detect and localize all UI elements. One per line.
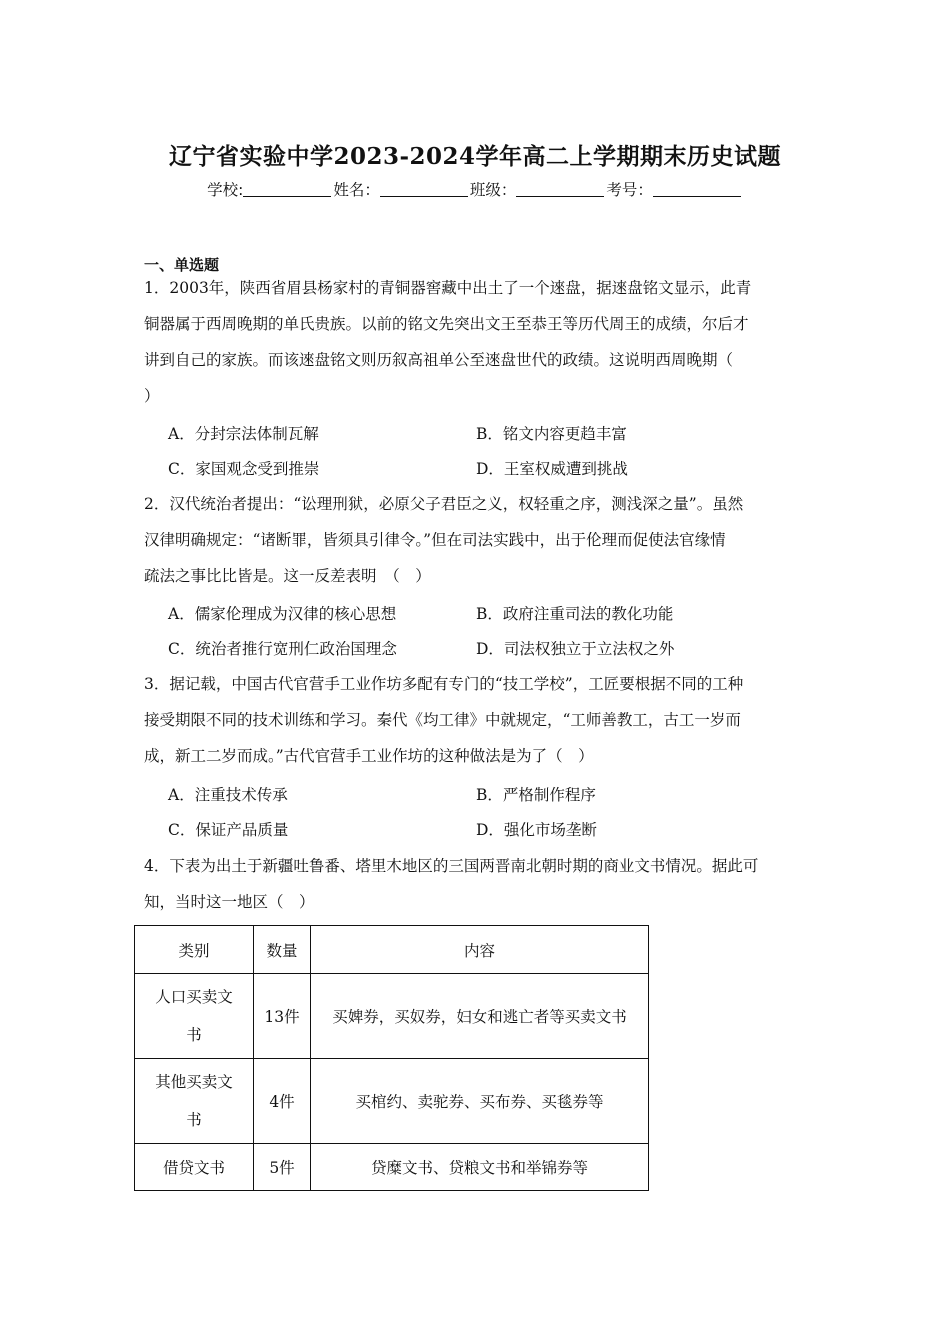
table-row [135, 1144, 649, 1191]
table-cell-category [135, 974, 254, 1059]
commerce-documents-table [134, 925, 649, 1191]
q2-option-d[interactable]: D．司法权独立于立法权之外 [476, 640, 675, 658]
q1-option-c[interactable]: C．家国观念受到推崇 [168, 460, 320, 478]
table-header: 类别 [135, 926, 254, 974]
question-line: 铜器属于西周晚期的单氏贵族。以前的铭文先突出文王至恭王等历代周王的成绩，尔后才 [144, 315, 749, 333]
question-line: 汉律明确规定：“诸断罪，皆须具引律令。”但在司法实践中，出于伦理而促使法官缘情 [144, 531, 726, 549]
q2-option-b[interactable]: B．政府注重司法的教化功能 [476, 605, 674, 623]
q3-option-d[interactable]: D．强化市场垄断 [476, 821, 597, 839]
page-title: 辽宁省实验中学2023-2024学年高二上学期期末历史试题 [168, 143, 782, 170]
q1-option-a[interactable]: A．分封宗法体制瓦解 [168, 425, 319, 443]
q2-option-a[interactable]: A．儒家伦理成为汉律的核心思想 [168, 605, 397, 623]
question-1 [144, 270, 810, 414]
question-line: 讲到自己的家族。而该逨盘铭文则历叙高祖单公至逨盘世代的政绩。这说明西周晚期（ [144, 351, 734, 369]
table-row [135, 974, 649, 1059]
q3-option-c[interactable]: C．保证产品质量 [168, 821, 289, 839]
school-blank[interactable] [243, 182, 331, 197]
exam-no-blank[interactable] [653, 182, 741, 197]
q3-option-b[interactable]: B．严格制作程序 [476, 786, 596, 804]
section-heading: 一、单选题 [144, 256, 220, 274]
question-line: 接受期限不同的技术训练和学习。秦代《均工律》中就规定，“工师善教工，古工一岁而 [144, 711, 741, 729]
table-row [135, 1059, 649, 1144]
class-label: 班级： [469, 181, 517, 199]
question-line: 知，当时这一地区（ ） [144, 893, 315, 911]
q3-option-a[interactable]: A．注重技术传承 [168, 786, 288, 804]
table-cell-content: 买棺约、卖驼券、买布券、买毯券等 [311, 1059, 649, 1144]
question-line: 3．据记载，中国古代官营手工业作坊多配有专门的“技工学校”，工匠要根据不同的工种 [144, 675, 744, 693]
question-4 [144, 848, 810, 920]
question-2 [144, 486, 810, 594]
question-line: ） [144, 387, 160, 405]
question-line: 疏法之事比比皆是。这一反差表明 （ ） [144, 567, 431, 585]
question-line: 4．下表为出土于新疆吐鲁番、塔里木地区的三国两晋南北朝时期的商业文书情况。据此可 [144, 857, 759, 875]
table-cell-content: 贷糜文书、贷粮文书和举锦券等 [311, 1144, 649, 1191]
class-blank[interactable] [516, 182, 604, 197]
question-line: 2．汉代统治者提出：“讼理刑狱，必原父子君臣之义，权轻重之序，测浅深之量”。虽然 [144, 495, 744, 513]
q1-option-d[interactable]: D．王室权威遭到挑战 [476, 460, 628, 478]
category-line: 书 [186, 1111, 202, 1129]
student-info-line [0, 178, 950, 200]
q2-option-c[interactable]: C．统治者推行宽刑仁政治国理念 [168, 640, 397, 658]
question-line: 成，新工二岁而成。”古代官营手工业作坊的这种做法是为了（ ） [144, 747, 594, 765]
table-cell-category [135, 1059, 254, 1144]
category-line: 人口买卖文 [155, 988, 233, 1006]
q1-option-b[interactable]: B．铭文内容更趋丰富 [476, 425, 627, 443]
table-cell-count: 4件 [254, 1059, 311, 1144]
question-3 [144, 666, 810, 774]
table-header: 内容 [311, 926, 649, 974]
category-line: 其他买卖文 [155, 1073, 233, 1091]
table-header-row [135, 926, 649, 974]
table-cell-count: 13件 [254, 974, 311, 1059]
table-cell-category: 借贷文书 [135, 1144, 254, 1191]
category-line: 书 [186, 1026, 202, 1044]
table-cell-count: 5件 [254, 1144, 311, 1191]
school-label: 学校: [207, 181, 244, 199]
exam-no-label: 考号： [606, 181, 653, 199]
name-label: 姓名： [333, 181, 380, 199]
question-line: 1．2003年，陕西省眉县杨家村的青铜器窖藏中出土了一个逨盘，据逨盘铭文显示，此青 [144, 279, 752, 297]
table-cell-content: 买婢券，买奴券，妇女和逃亡者等买卖文书 [311, 974, 649, 1059]
name-blank[interactable] [380, 182, 468, 197]
table-header: 数量 [254, 926, 311, 974]
